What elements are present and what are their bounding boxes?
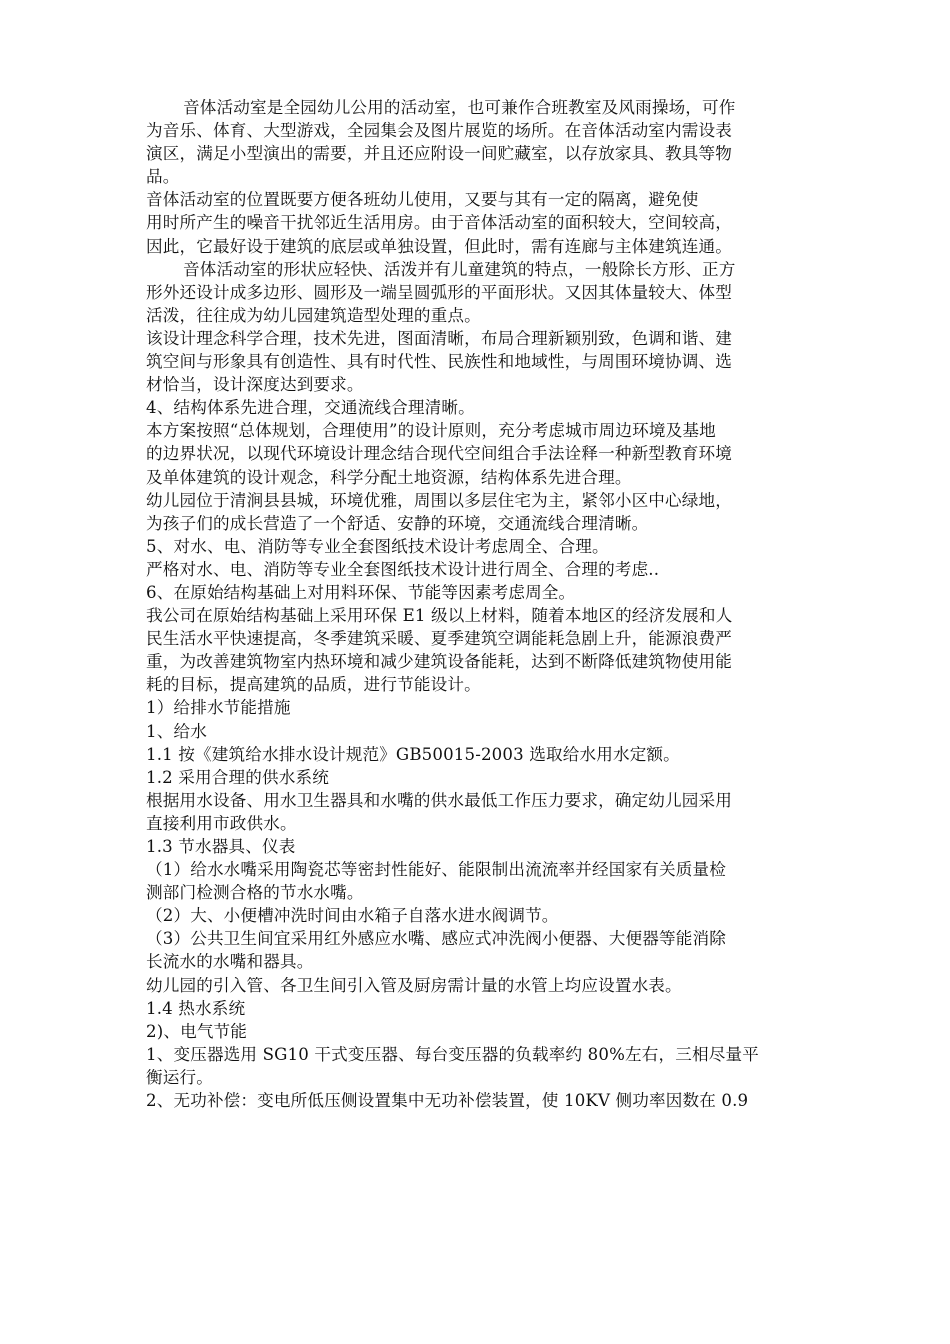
text-line: 1.4 热水系统 <box>146 998 246 1018</box>
text-line: 品。 <box>146 167 180 187</box>
text-line: 根据用水设备、用水卫生器具和水嘴的供水最低工作压力要求，确定幼儿园采用 <box>146 790 733 810</box>
text-line: 形外还设计成多边形、圆形及一端呈圆弧形的平面形状。又因其体量较大、体型 <box>146 282 733 302</box>
text-line: 因此，它最好设于建筑的底层或单独设置，但此时，需有连廊与主体建筑连通。 <box>146 236 733 256</box>
text-line: 4、结构体系先进合理，交通流线合理清晰。 <box>146 398 475 418</box>
text-line: 的边界状况，以现代环境设计理念结合现代空间组合手法诠释一种新型教育环境 <box>146 444 733 464</box>
text-line: 音体活动室的形状应轻快、活泼并有儿童建筑的特点，一般除长方形、正方 <box>183 259 736 279</box>
text-line: 衡运行。 <box>146 1067 213 1087</box>
text-line: 长流水的水嘴和器具。 <box>146 952 314 972</box>
text-line: 1、变压器选用 SG10 干式变压器、每台变压器的负载率约 80%左右，三相尽量平 <box>146 1044 759 1064</box>
text-line: 演区，满足小型演出的需要，并且还应附设一间贮藏室，以存放家具、教具等物 <box>146 144 733 164</box>
text-line: 重，为改善建筑物室内热环境和减少建筑设备能耗，达到不断降低建筑物使用能 <box>146 652 733 672</box>
text-line: 2)、电气节能 <box>146 1021 248 1041</box>
text-line: 音体活动室的位置既要方便各班幼儿使用，又要与其有一定的隔离，避免使 <box>146 190 699 210</box>
text-line: 1）给排水节能措施 <box>146 698 291 718</box>
document-body <box>146 96 822 1112</box>
text-line: （2）大、小便槽冲洗时间由水箱子自落水进水阀调节。 <box>146 906 559 926</box>
text-line: 1.1 按《建筑给水排水设计规范》GB50015-2003 选取给水用水定额。 <box>146 744 680 764</box>
text-line: 活泼，往往成为幼儿园建筑造型处理的重点。 <box>146 305 481 325</box>
text-line: 材恰当，设计深度达到要求。 <box>146 375 364 395</box>
text-line: 1.3 节水器具、仪表 <box>146 837 296 856</box>
text-line: 2、无功补偿：变电所低压侧设置集中无功补偿装置，使 10KV 侧功率因数在 0.9 <box>146 1091 749 1111</box>
text-line: 测部门检测合格的节水水嘴。 <box>146 883 364 903</box>
text-line: （1）给水水嘴采用陶瓷芯等密封性能好、能限制出流流率并经国家有关质量检 <box>146 860 726 880</box>
text-line: 1.2 采用合理的供水系统 <box>146 767 329 787</box>
text-line: 筑空间与形象具有创造性、具有时代性、民族性和地域性，与周围环境协调、选 <box>146 352 733 372</box>
text-line: （3）公共卫生间宜采用红外感应水嘴、感应式冲洗阀小便器、大便器等能消除 <box>146 929 726 949</box>
text-line: 直接利用市政供水。 <box>146 813 297 833</box>
text-line: 严格对水、电、消防等专业全套图纸技术设计进行周全、合理的考虑.. <box>146 559 660 579</box>
text-line: 音体活动室是全园幼儿公用的活动室，也可兼作合班教室及风雨操场，可作 <box>183 98 736 117</box>
text-line: 6、在原始结构基础上对用料环保、节能等因素考虑周全。 <box>146 582 576 602</box>
text-line: 本方案按照“总体规划，合理使用”的设计原则，充分考虑城市周边环境及基地 <box>146 421 716 441</box>
text-line: 耗的目标，提高建筑的品质，进行节能设计。 <box>146 675 481 695</box>
text-line: 该设计理念科学合理，技术先进，图面清晰，布局合理新颖别致，色调和谐、建 <box>146 328 733 348</box>
text-line: 幼儿园的引入管、各卫生间引入管及厨房需计量的水管上均应设置水表。 <box>146 975 682 995</box>
text-line: 用时所产生的噪音干扰邻近生活用房。由于音体活动室的面积较大，空间较高， <box>146 213 733 233</box>
text-line: 5、对水、电、消防等专业全套图纸技术设计考虑周全、合理。 <box>146 536 609 556</box>
text-line: 为孩子们的成长营造了一个舒适、安静的环境，交通流线合理清晰。 <box>146 513 649 533</box>
text-line: 我公司在原始结构基础上采用环保 E1 级以上材料，随着本地区的经济发展和人 <box>146 606 733 626</box>
text-line: 为音乐、体育、大型游戏，全园集会及图片展览的场所。在音体活动室内需设表 <box>146 121 733 141</box>
text-line: 民生活水平快速提高，冬季建筑采暖、夏季建筑空调能耗急剧上升，能源浪费严 <box>146 629 733 649</box>
text-line: 及单体建筑的设计观念，科学分配土地资源，结构体系先进合理。 <box>146 467 632 487</box>
text-line: 1、给水 <box>146 721 207 741</box>
text-line: 幼儿园位于清涧县县城，环境优雅，周围以多层住宅为主，紧邻小区中心绿地， <box>146 490 733 510</box>
